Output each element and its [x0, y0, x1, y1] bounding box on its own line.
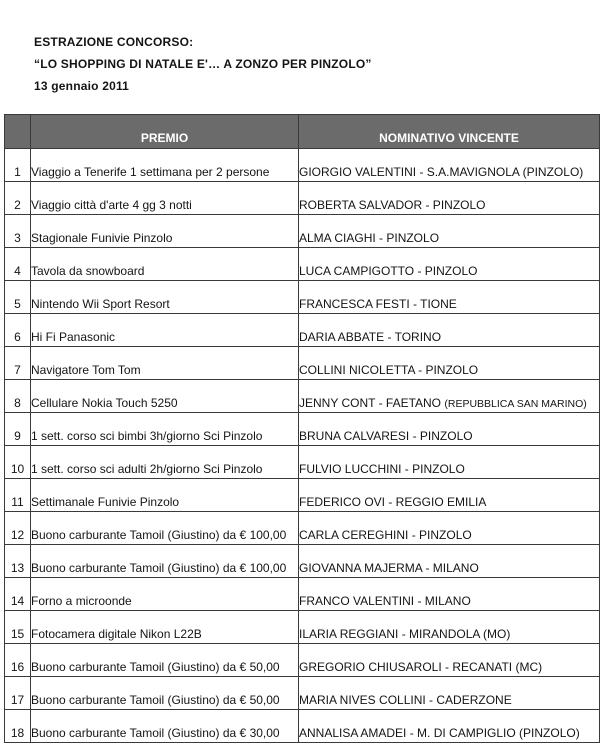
row-number: 10 — [5, 446, 31, 479]
row-number: 11 — [5, 479, 31, 512]
table-row — [5, 215, 600, 248]
winner-cell: FEDERICO OVI - REGGIO EMILIA — [299, 479, 600, 512]
row-number: 9 — [5, 413, 31, 446]
row-number: 6 — [5, 314, 31, 347]
table-row — [5, 281, 600, 314]
table-row — [5, 314, 600, 347]
table-row — [5, 413, 600, 446]
winner-cell — [299, 380, 600, 413]
winner-cell: GIORGIO VALENTINI - S.A.MAVIGNOLA (PINZOLO) — [299, 149, 600, 182]
prize-cell: Stagionale Funivie Pinzolo — [31, 215, 299, 248]
row-number: 4 — [5, 248, 31, 281]
row-number: 17 — [5, 677, 31, 710]
table-row — [5, 347, 600, 380]
prize-cell: Cellulare Nokia Touch 5250 — [31, 380, 299, 413]
table-row — [5, 545, 600, 578]
prize-cell: Hi Fi Panasonic — [31, 314, 299, 347]
winner-cell: FRANCESCA FESTI - TIONE — [299, 281, 600, 314]
winner-column-header: NOMINATIVO VINCENTE — [299, 115, 600, 149]
prize-cell: Tavola da snowboard — [31, 248, 299, 281]
prize-cell: Nintendo Wii Sport Resort — [31, 281, 299, 314]
table-row — [5, 380, 600, 413]
table-row — [5, 149, 600, 182]
row-number: 16 — [5, 644, 31, 677]
winner-cell: FULVIO LUCCHINI - PINZOLO — [299, 446, 600, 479]
winner-cell: CARLA CEREGHINI - PINZOLO — [299, 512, 600, 545]
winner-cell: FRANCO VALENTINI - MILANO — [299, 578, 600, 611]
winner-cell: ALMA CIAGHI - PINZOLO — [299, 215, 600, 248]
document-header — [34, 36, 372, 93]
table-body — [5, 149, 600, 743]
winner-cell: ROBERTA SALVADOR - PINZOLO — [299, 182, 600, 215]
winner-cell: ANNALISA AMADEI - M. DI CAMPIGLIO (PINZOLO) — [299, 710, 600, 743]
prize-cell: Buono carburante Tamoil (Giustino) da € 50,00 — [31, 677, 299, 710]
prize-cell: Navigatore Tom Tom — [31, 347, 299, 380]
winner-location-note: (REPUBBLICA SAN MARINO) — [444, 398, 587, 410]
draw-date: 13 gennaio 2011 — [34, 79, 130, 93]
table-header-row — [5, 115, 600, 149]
winner-cell: LUCA CAMPIGOTTO - PINZOLO — [299, 248, 600, 281]
contest-title: “LO SHOPPING DI NATALE E'… A ZONZO PER PINZOLO” — [34, 57, 372, 71]
table-row — [5, 512, 600, 545]
prize-cell: Buono carburante Tamoil (Giustino) da € 50,00 — [31, 644, 299, 677]
prize-column-header: PREMIO — [31, 115, 299, 149]
prize-cell: Fotocamera digitale Nikon L22B — [31, 611, 299, 644]
winner-cell: ILARIA REGGIANI - MIRANDOLA (MO) — [299, 611, 600, 644]
winner-cell: COLLINI NICOLETTA - PINZOLO — [299, 347, 600, 380]
prize-cell: Viaggio città d'arte 4 gg 3 notti — [31, 182, 299, 215]
winner-cell: MARIA NIVES COLLINI - CADERZONE — [299, 677, 600, 710]
winner-cell: GIOVANNA MAJERMA - MILANO — [299, 545, 600, 578]
table-row — [5, 182, 600, 215]
table-row — [5, 248, 600, 281]
prize-cell: 1 sett. corso sci bimbi 3h/giorno Sci Pinzolo — [31, 413, 299, 446]
table-row — [5, 644, 600, 677]
winner-name: JENNY CONT - FAETANO — [299, 396, 442, 410]
row-number: 8 — [5, 380, 31, 413]
table-row — [5, 710, 600, 743]
table-row — [5, 479, 600, 512]
prize-cell: Buono carburante Tamoil (Giustino) da € 30,00 — [31, 710, 299, 743]
row-number: 15 — [5, 611, 31, 644]
row-number: 2 — [5, 182, 31, 215]
row-number: 18 — [5, 710, 31, 743]
prize-cell: Settimanale Funivie Pinzolo — [31, 479, 299, 512]
contest-heading: ESTRAZIONE CONCORSO: — [34, 35, 194, 49]
table-row — [5, 446, 600, 479]
row-number: 12 — [5, 512, 31, 545]
number-column-header — [5, 115, 31, 149]
winner-cell: BRUNA CALVARESI - PINZOLO — [299, 413, 600, 446]
winner-cell: GREGORIO CHIUSAROLI - RECANATI (MC) — [299, 644, 600, 677]
row-number: 7 — [5, 347, 31, 380]
row-number: 13 — [5, 545, 31, 578]
prize-cell: 1 sett. corso sci adulti 2h/giorno Sci Pinzolo — [31, 446, 299, 479]
prize-cell: Forno a microonde — [31, 578, 299, 611]
row-number: 1 — [5, 149, 31, 182]
prize-cell: Buono carburante Tamoil (Giustino) da € 100,00 — [31, 512, 299, 545]
prize-cell: Buono carburante Tamoil (Giustino) da € 100,00 — [31, 545, 299, 578]
table-row — [5, 578, 600, 611]
table-row — [5, 611, 600, 644]
row-number: 3 — [5, 215, 31, 248]
prize-cell: Viaggio a Tenerife 1 settimana per 2 persone — [31, 149, 299, 182]
row-number: 5 — [5, 281, 31, 314]
row-number: 14 — [5, 578, 31, 611]
table-row — [5, 677, 600, 710]
winners-table — [4, 114, 600, 743]
winner-cell: DARIA ABBATE - TORINO — [299, 314, 600, 347]
